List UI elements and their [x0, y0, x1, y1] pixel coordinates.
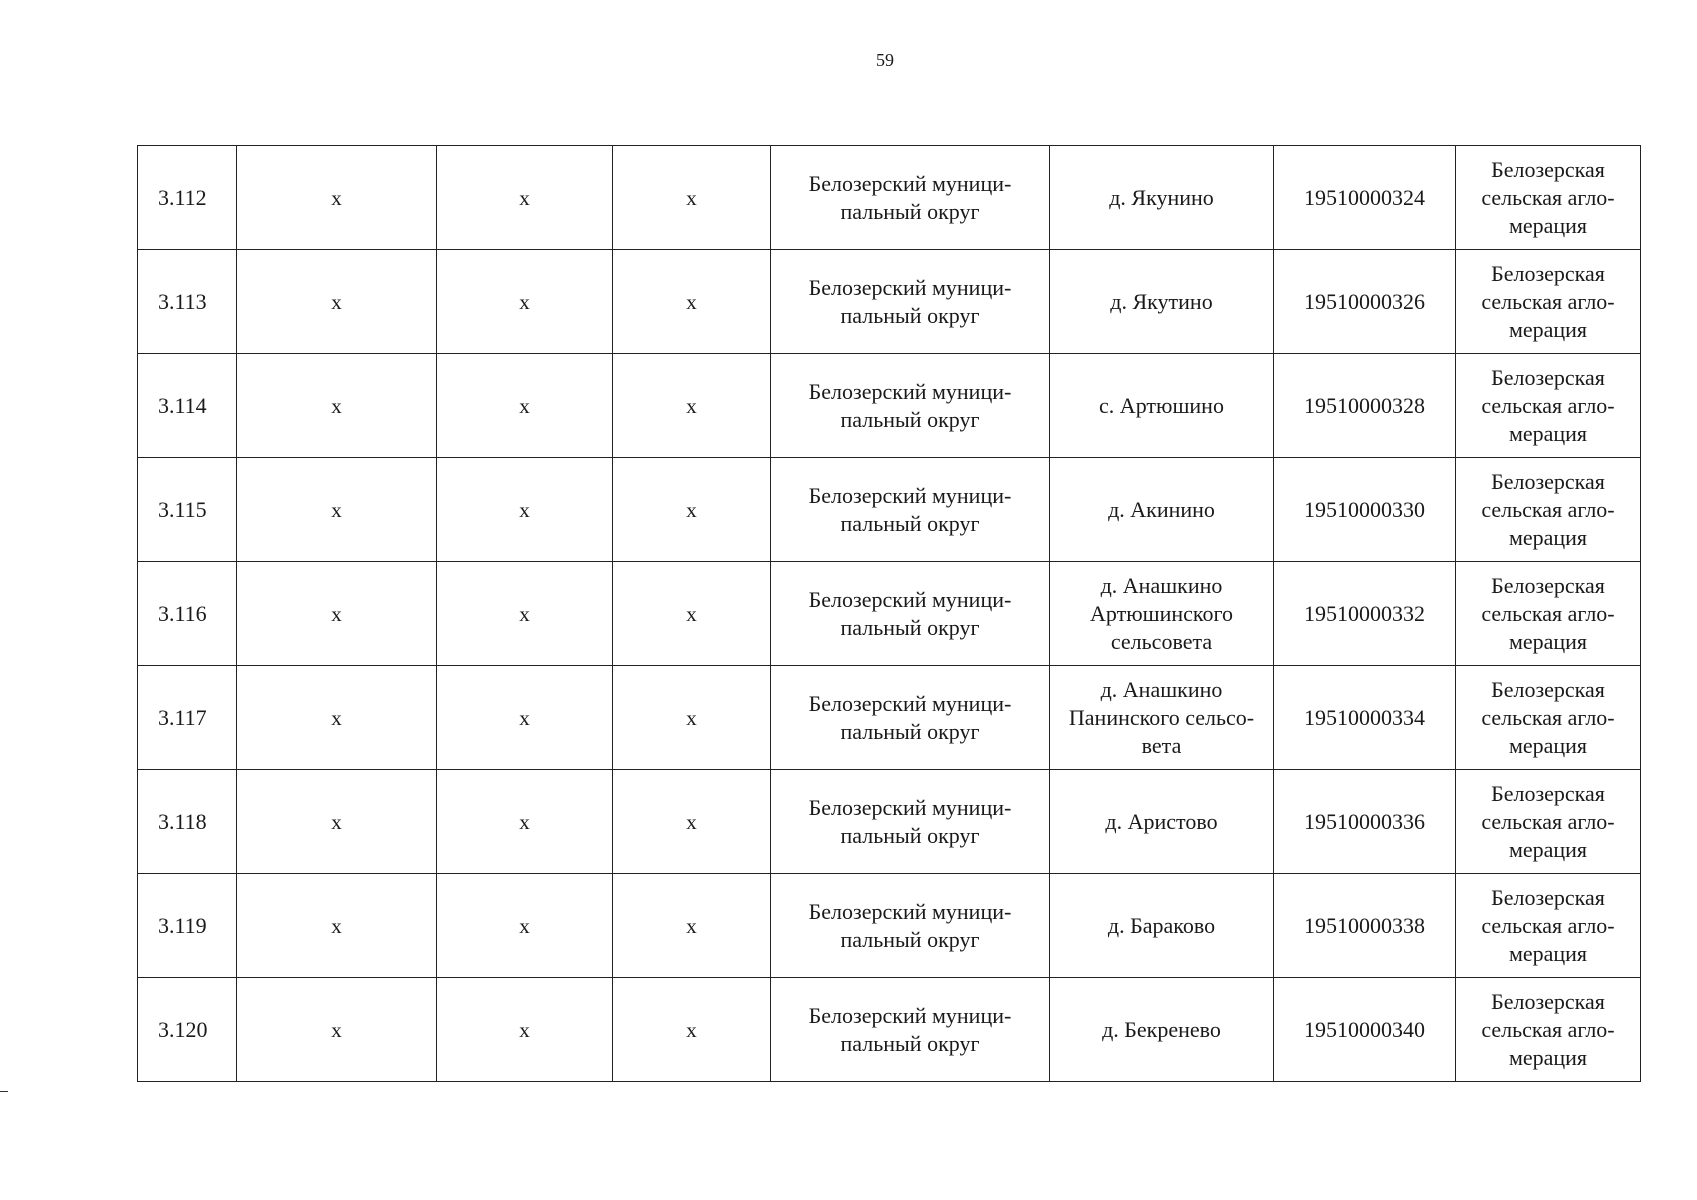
page-number: 59 — [876, 50, 894, 70]
column-3-cell: x — [613, 250, 771, 354]
district-cell: Белозерский муници-пальный округ — [771, 978, 1050, 1082]
district-cell: Белозерский муници-пальный округ — [771, 770, 1050, 874]
district-cell: Белозерский муници-пальный округ — [771, 250, 1050, 354]
code-cell: 19510000330 — [1274, 458, 1456, 562]
agglomeration-cell: Белозерская сельская агло-мерация — [1456, 770, 1641, 874]
column-2-cell: x — [437, 562, 613, 666]
agglomeration-cell: Белозерская сельская агло-мерация — [1456, 354, 1641, 458]
row-number-cell: 3.112 — [138, 146, 237, 250]
settlement-cell: д. Якутино — [1050, 250, 1274, 354]
code-cell: 19510000338 — [1274, 874, 1456, 978]
settlement-cell: с. Артюшино — [1050, 354, 1274, 458]
row-number-cell: 3.119 — [138, 874, 237, 978]
column-1-cell: x — [237, 250, 437, 354]
code-cell: 19510000336 — [1274, 770, 1456, 874]
column-1-cell: x — [237, 562, 437, 666]
table-row — [138, 666, 1641, 770]
table-row — [138, 770, 1641, 874]
settlement-cell: д. Бараково — [1050, 874, 1274, 978]
column-3-cell: x — [613, 458, 771, 562]
row-number-cell: 3.117 — [138, 666, 237, 770]
code-cell: 19510000340 — [1274, 978, 1456, 1082]
column-2-cell: x — [437, 146, 613, 250]
agglomeration-cell: Белозерская сельская агло-мерация — [1456, 458, 1641, 562]
column-2-cell: x — [437, 770, 613, 874]
row-number-cell: 3.120 — [138, 978, 237, 1082]
row-number-cell: 3.118 — [138, 770, 237, 874]
agglomeration-cell: Белозерская сельская агло-мерация — [1456, 562, 1641, 666]
scan-mark — [0, 1091, 8, 1092]
column-3-cell: x — [613, 666, 771, 770]
district-cell: Белозерский муници-пальный округ — [771, 146, 1050, 250]
code-cell: 19510000332 — [1274, 562, 1456, 666]
table-row — [138, 146, 1641, 250]
settlement-cell: д. Акинино — [1050, 458, 1274, 562]
code-cell: 19510000334 — [1274, 666, 1456, 770]
column-3-cell: x — [613, 146, 771, 250]
column-1-cell: x — [237, 354, 437, 458]
column-3-cell: x — [613, 562, 771, 666]
district-cell: Белозерский муници-пальный округ — [771, 666, 1050, 770]
column-1-cell: x — [237, 458, 437, 562]
code-cell: 19510000324 — [1274, 146, 1456, 250]
row-number-cell: 3.113 — [138, 250, 237, 354]
column-2-cell: x — [437, 978, 613, 1082]
column-2-cell: x — [437, 250, 613, 354]
code-cell: 19510000326 — [1274, 250, 1456, 354]
settlement-cell: д. Якунино — [1050, 146, 1274, 250]
district-cell: Белозерский муници-пальный округ — [771, 874, 1050, 978]
table-row — [138, 874, 1641, 978]
column-2-cell: x — [437, 354, 613, 458]
table-row — [138, 562, 1641, 666]
column-3-cell: x — [613, 978, 771, 1082]
settlement-cell: д. Аристово — [1050, 770, 1274, 874]
column-1-cell: x — [237, 978, 437, 1082]
column-1-cell: x — [237, 770, 437, 874]
column-3-cell: x — [613, 874, 771, 978]
row-number-cell: 3.116 — [138, 562, 237, 666]
row-number-cell: 3.115 — [138, 458, 237, 562]
table-row — [138, 458, 1641, 562]
column-1-cell: x — [237, 874, 437, 978]
agglomeration-cell: Белозерская сельская агло-мерация — [1456, 978, 1641, 1082]
settlements-table — [137, 145, 1641, 1082]
settlement-cell: д. Анашкино Панинского сельсо-вета — [1050, 666, 1274, 770]
column-3-cell: x — [613, 770, 771, 874]
column-2-cell: x — [437, 458, 613, 562]
agglomeration-cell: Белозерская сельская агло-мерация — [1456, 666, 1641, 770]
table-row — [138, 978, 1641, 1082]
table-row — [138, 354, 1641, 458]
column-2-cell: x — [437, 874, 613, 978]
agglomeration-cell: Белозерская сельская агло-мерация — [1456, 146, 1641, 250]
column-1-cell: x — [237, 146, 437, 250]
table-body — [138, 146, 1641, 1082]
settlement-cell: д. Анашкино Артюшинского сельсовета — [1050, 562, 1274, 666]
code-cell: 19510000328 — [1274, 354, 1456, 458]
agglomeration-cell: Белозерская сельская агло-мерация — [1456, 874, 1641, 978]
settlement-cell: д. Бекренево — [1050, 978, 1274, 1082]
column-3-cell: x — [613, 354, 771, 458]
district-cell: Белозерский муници-пальный округ — [771, 562, 1050, 666]
column-1-cell: x — [237, 666, 437, 770]
column-2-cell: x — [437, 666, 613, 770]
district-cell: Белозерский муници-пальный округ — [771, 458, 1050, 562]
row-number-cell: 3.114 — [138, 354, 237, 458]
agglomeration-cell: Белозерская сельская агло-мерация — [1456, 250, 1641, 354]
district-cell: Белозерский муници-пальный округ — [771, 354, 1050, 458]
table-row — [138, 250, 1641, 354]
